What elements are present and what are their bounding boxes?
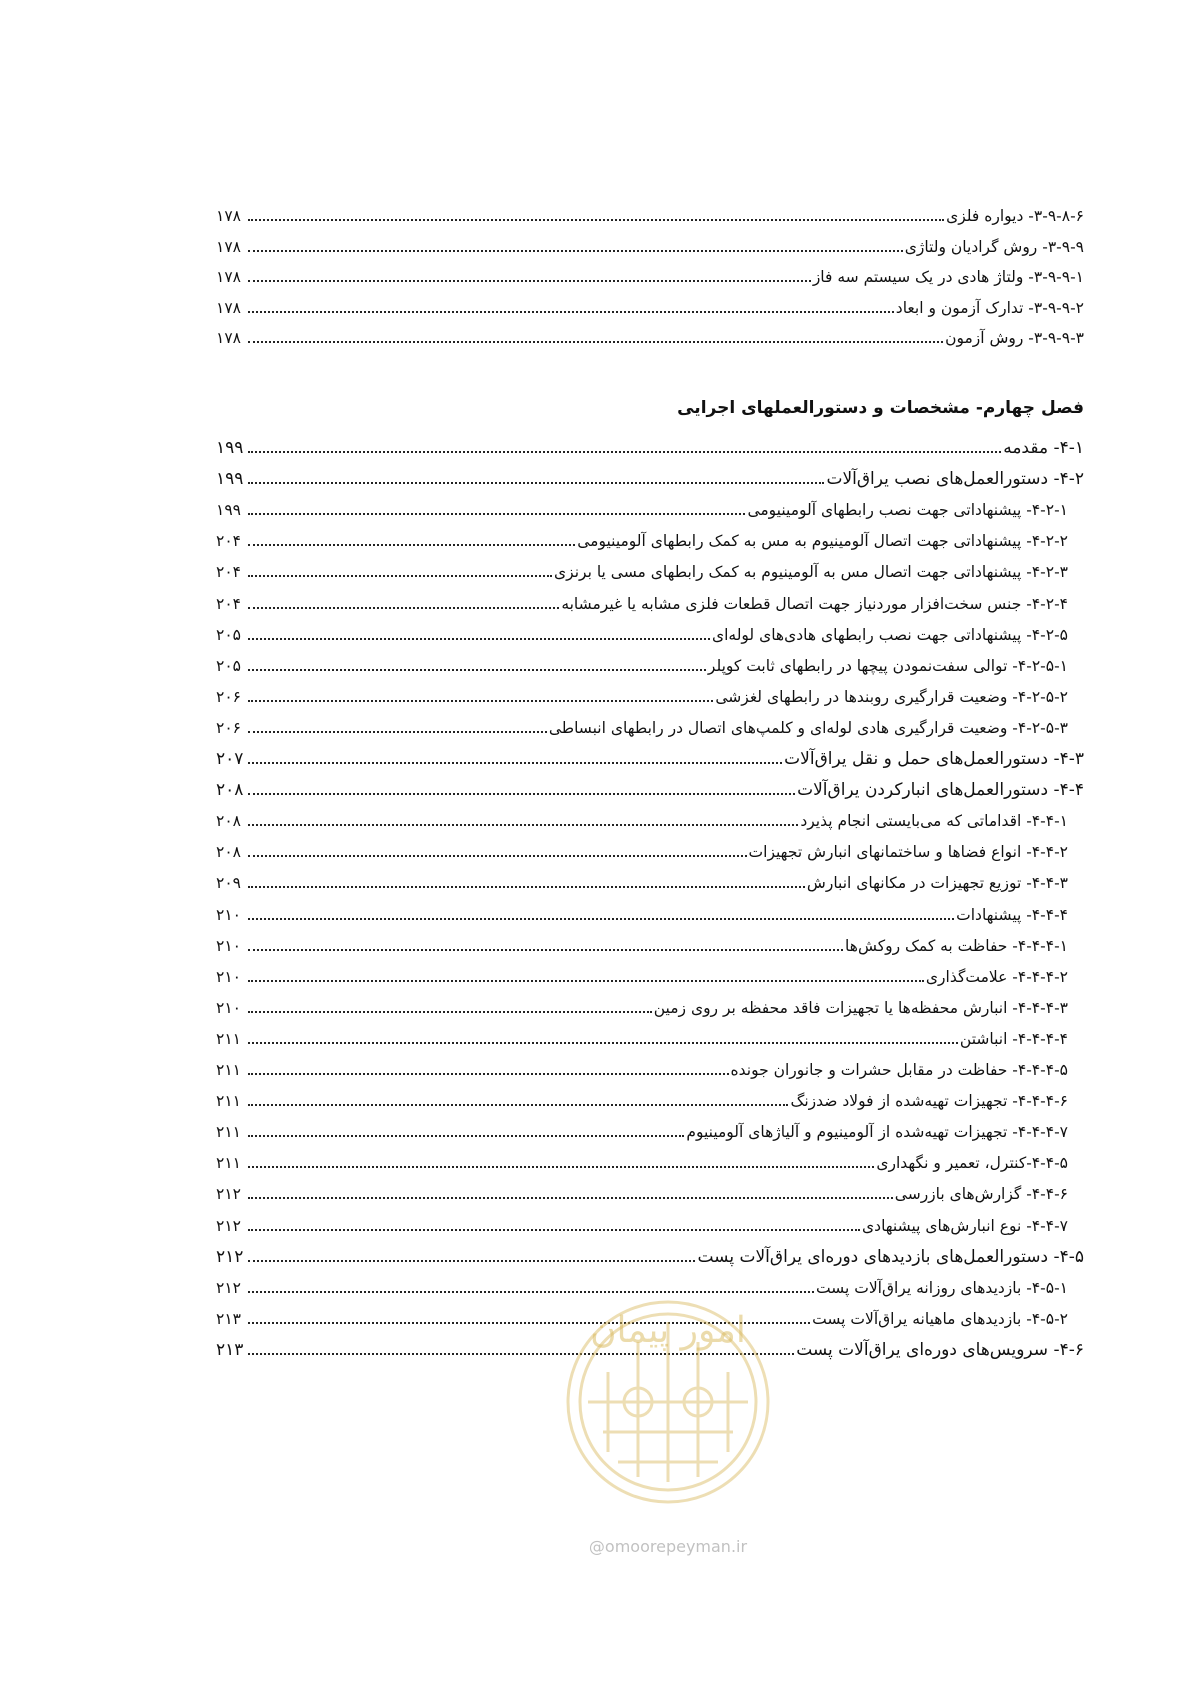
toc-entry[interactable] — [216, 1237, 1084, 1269]
toc-entry[interactable] — [216, 615, 1084, 647]
toc-entry[interactable] — [216, 1081, 1084, 1113]
toc-entry[interactable] — [216, 770, 1084, 802]
toc-entry-page: ۲۱۲ — [216, 1278, 241, 1297]
toc-entry-title: ۴-۲-۳- پیشنهاداتی جهت اتصال مس به آلومینیوم به کمک رابطهای مسی یا برنزی — [554, 563, 1068, 582]
toc-entry-page: ۲۱۰ — [216, 905, 241, 924]
toc-entry[interactable] — [216, 646, 1084, 678]
toc-entry-title: ۴-۴-۴-۵- حفاظت در مقابل حشرات و جانوران جونده — [730, 1061, 1068, 1079]
toc-entry-title: ۴-۲-۵-۲- وضعیت قرارگیری روبندها در رابطهای لغزشی — [715, 687, 1068, 706]
toc-entry-title: ۴-۲-۱- پیشنهاداتی جهت نصب رابطهای آلومینیومی — [747, 501, 1068, 520]
toc-entry-title: ۴-۵-۲- بازدیدهای ماهیانه یراق‌آلات پست — [812, 1309, 1068, 1328]
toc-entry-title: ۳-۹-۹-۱- ولتاژ هادی در یک سیستم سه فاز — [812, 268, 1084, 286]
toc-entry[interactable] — [216, 288, 1084, 320]
toc-entry[interactable] — [216, 1206, 1084, 1238]
toc-entry-page: ۲۰۷ — [216, 749, 244, 769]
toc-entry[interactable] — [216, 490, 1084, 522]
toc-entry[interactable] — [216, 257, 1084, 289]
toc-entry[interactable] — [216, 677, 1084, 709]
toc-entry-title: ۴-۴-۴-۳- انبارش محفظه‌ها یا تجهیزات فاقد محفظه بر روی زمین — [653, 998, 1068, 1017]
toc-entry-page: ۲۱۲ — [216, 1185, 241, 1204]
toc-entry[interactable] — [216, 988, 1084, 1020]
toc-entry[interactable] — [216, 1050, 1084, 1082]
toc-entry-page: ۲۱۱ — [216, 1029, 241, 1048]
dot-leader — [248, 731, 547, 733]
toc-entry[interactable] — [216, 957, 1084, 989]
toc-entry-title: ۴-۱- مقدمه — [1003, 438, 1084, 458]
toc-entry[interactable] — [216, 521, 1084, 553]
toc-entry[interactable] — [216, 895, 1084, 927]
toc-entry[interactable] — [216, 1112, 1084, 1144]
toc-entry-title: ۴-۴-۷- نوع انبارش‌های پیشنهادی — [862, 1216, 1068, 1235]
toc-entry-title: ۴-۵- دستورالعمل‌های بازدیدهای دوره‌ای یراق‌آلات پست — [697, 1246, 1084, 1267]
dot-leader — [248, 280, 811, 282]
toc-entry-title: ۴-۴- دستورالعمل‌های انبارکردن یراق‌آلات — [797, 780, 1084, 801]
dot-leader — [248, 575, 552, 577]
toc-entry[interactable] — [216, 459, 1084, 491]
toc-entry-page: ۱۷۸ — [216, 268, 241, 286]
toc-entry-title: ۴-۴-۴-۲- علامت‌گذاری — [925, 967, 1068, 986]
toc-entry-page: ۲۱۰ — [216, 967, 241, 986]
dot-leader — [248, 949, 843, 951]
dot-leader — [248, 1104, 788, 1106]
toc-entry-page: ۱۷۸ — [216, 298, 241, 317]
toc-entry[interactable] — [216, 832, 1084, 864]
toc-entry-page: ۲۱۳ — [216, 1339, 244, 1360]
toc-entry-title: ۳-۹-۹-۲- تدارک آزمون و ابعاد — [895, 298, 1084, 317]
toc-entry-title: ۴-۴-۲- انواع فضاها و ساختمانهای انبارش تجهیزات — [748, 843, 1068, 862]
toc-entry[interactable] — [216, 318, 1084, 350]
dot-leader — [248, 824, 798, 826]
toc-entry-page: ۱۹۹ — [216, 501, 241, 520]
toc-entry-page: ۱۹۹ — [216, 469, 244, 490]
toc-entry-title: ۴-۴-۱- اقداماتی که می‌بایستی انجام پذیرد — [800, 812, 1068, 831]
toc-entry[interactable] — [216, 227, 1084, 259]
toc-entry-page: ۲۰۴ — [216, 563, 241, 582]
toc-entry-page: ۱۷۸ — [216, 329, 241, 347]
toc-entry-title: ۴-۲- دستورالعمل‌های نصب یراق‌آلات — [826, 469, 1084, 490]
toc-entry-page: ۲۰۵ — [216, 656, 241, 675]
toc-entry-title: ۴-۶- سرویس‌های دوره‌ای یراق‌آلات پست — [796, 1339, 1084, 1360]
dot-leader — [248, 1042, 958, 1044]
toc-entry-title: ۴-۴-۴-۶- تجهیزات تهیه‌شده از فولاد ضدزنگ — [790, 1092, 1068, 1111]
dot-leader — [248, 1229, 860, 1231]
toc-entry-title: ۴-۴-۶- گزارش‌های بازرسی — [894, 1185, 1068, 1204]
toc-entry-page: ۲۱۱ — [216, 1123, 241, 1142]
toc-entry-title: ۴-۴-۵-کنترل، تعمیر و نگهداری — [876, 1154, 1068, 1173]
toc-entry[interactable] — [216, 801, 1084, 833]
dot-leader — [248, 1073, 729, 1075]
toc-entry[interactable] — [216, 1174, 1084, 1206]
dot-leader — [248, 1260, 695, 1262]
toc-entry-page: ۱۷۸ — [216, 207, 241, 225]
toc-entry-title: ۴-۵-۱- بازدیدهای روزانه یراق‌آلات پست — [815, 1278, 1068, 1297]
dot-leader — [248, 219, 944, 221]
toc-entry-title: ۳-۹-۸-۶- دیواره فلزی — [946, 207, 1084, 225]
dot-leader — [248, 980, 924, 982]
toc-entry-title: ۴-۲-۵-۳- وضعیت قرارگیری هادی لوله‌ای و کلمپ‌های اتصال در رابطهای انبساطی — [548, 718, 1068, 737]
toc-entry-title: ۳-۹-۹- روش گرادیان ولتاژی — [904, 237, 1084, 256]
dot-leader — [248, 250, 903, 252]
toc-entry-title: ۴-۴-۴-۷- تجهیزات تهیه‌شده از آلومینیوم و آلیاژهای آلومینیوم — [686, 1123, 1068, 1142]
dot-leader — [248, 793, 795, 795]
dot-leader — [248, 855, 747, 857]
toc-entry-page: ۲۰۶ — [216, 687, 241, 706]
toc-entry[interactable] — [216, 926, 1084, 958]
dot-leader — [248, 1135, 684, 1137]
toc-entry-title: ۴-۲-۴- جنس سخت‌افزار موردنیاز جهت اتصال قطعات فلزی مشابه یا غیرمشابه — [561, 594, 1068, 613]
toc-entry-page: ۲۰۴ — [216, 532, 241, 551]
dot-leader — [248, 700, 713, 702]
dot-leader — [248, 544, 575, 546]
dot-leader — [248, 607, 559, 609]
toc-entry-title: ۴-۴-۴-۱- حفاظت به کمک روکش‌ها — [845, 936, 1068, 955]
toc-entry-page: ۱۷۸ — [216, 237, 241, 256]
dot-leader — [248, 341, 943, 343]
toc-entry[interactable] — [216, 1019, 1084, 1051]
toc-entry[interactable] — [216, 552, 1084, 584]
toc-entry[interactable] — [216, 428, 1084, 460]
toc-entry-page: ۲۰۸ — [216, 780, 244, 801]
toc-entry-title: ۴-۲-۲- پیشنهاداتی جهت اتصال آلومینیوم به مس به کمک رابطهای آلومینیومی — [577, 532, 1068, 551]
watermark-logo — [548, 1282, 788, 1572]
dot-leader — [248, 762, 782, 764]
toc-entry-page: ۲۱۱ — [216, 1092, 241, 1111]
dot-leader — [248, 886, 805, 888]
dot-leader — [248, 918, 954, 920]
toc-entry-title: ۳-۹-۹-۳- روش آزمون — [945, 329, 1084, 347]
watermark-url: @omoorepeyman.ir — [588, 1537, 748, 1556]
toc-entry-page: ۲۱۱ — [216, 1061, 241, 1079]
toc-entry-title: ۴-۴-۳- توزیع تجهیزات در مکانهای انبارش — [806, 874, 1068, 893]
dot-leader — [248, 1166, 874, 1168]
dot-leader — [248, 451, 1001, 453]
dot-leader — [248, 482, 824, 484]
toc-entry-page: ۲۰۸ — [216, 812, 241, 831]
toc-entry[interactable] — [216, 196, 1084, 228]
toc-entry-title: ۴-۲-۵- پیشنهاداتی جهت نصب رابطهای هادی‌های لوله‌ای — [711, 625, 1068, 644]
toc-entry[interactable] — [216, 739, 1084, 771]
toc-entry-page: ۲۱۱ — [216, 1154, 241, 1173]
toc-entry-page: ۲۰۸ — [216, 843, 241, 862]
toc-entry-page: ۲۱۳ — [216, 1309, 241, 1328]
dot-leader — [248, 669, 706, 671]
toc-entry-page: ۲۱۰ — [216, 998, 241, 1017]
toc-entry-title: ۴-۳- دستورالعمل‌های حمل و نقل یراق‌آلات — [784, 749, 1084, 769]
toc-entry-page: ۱۹۹ — [216, 438, 244, 458]
toc-entry-page: ۲۰۹ — [216, 874, 241, 893]
dot-leader — [248, 311, 894, 313]
toc-entry[interactable] — [216, 584, 1084, 616]
toc-entry-page: ۲۰۶ — [216, 718, 241, 737]
chapter-title: فصل چهارم- مشخصات و دستورالعملهای اجرایی — [677, 398, 1084, 418]
toc-entry[interactable] — [216, 708, 1084, 740]
toc-entry[interactable] — [216, 1143, 1084, 1175]
toc-entry-title: ۴-۴-۴-۴- انباشتن — [959, 1029, 1068, 1048]
toc-entry[interactable] — [216, 863, 1084, 895]
dot-leader — [248, 638, 710, 640]
toc-entry-page: ۲۱۲ — [216, 1216, 241, 1235]
dot-leader — [248, 1011, 652, 1013]
dot-leader — [248, 513, 745, 515]
toc-entry-page: ۲۱۰ — [216, 936, 241, 955]
toc-entry-title: ۴-۲-۵-۱- توالی سفت‌نمودن پیچها در رابطهای ثابت کوپلر — [707, 656, 1068, 675]
toc-entry-page: ۲۰۴ — [216, 594, 241, 613]
toc-entry-title: ۴-۴-۴- پیشنهادات — [956, 905, 1068, 924]
dot-leader — [248, 1197, 893, 1199]
toc-entry-page: ۲۱۲ — [216, 1246, 244, 1267]
watermark-text: امور پیمان — [590, 1310, 746, 1351]
toc-entry-page: ۲۰۵ — [216, 625, 241, 644]
